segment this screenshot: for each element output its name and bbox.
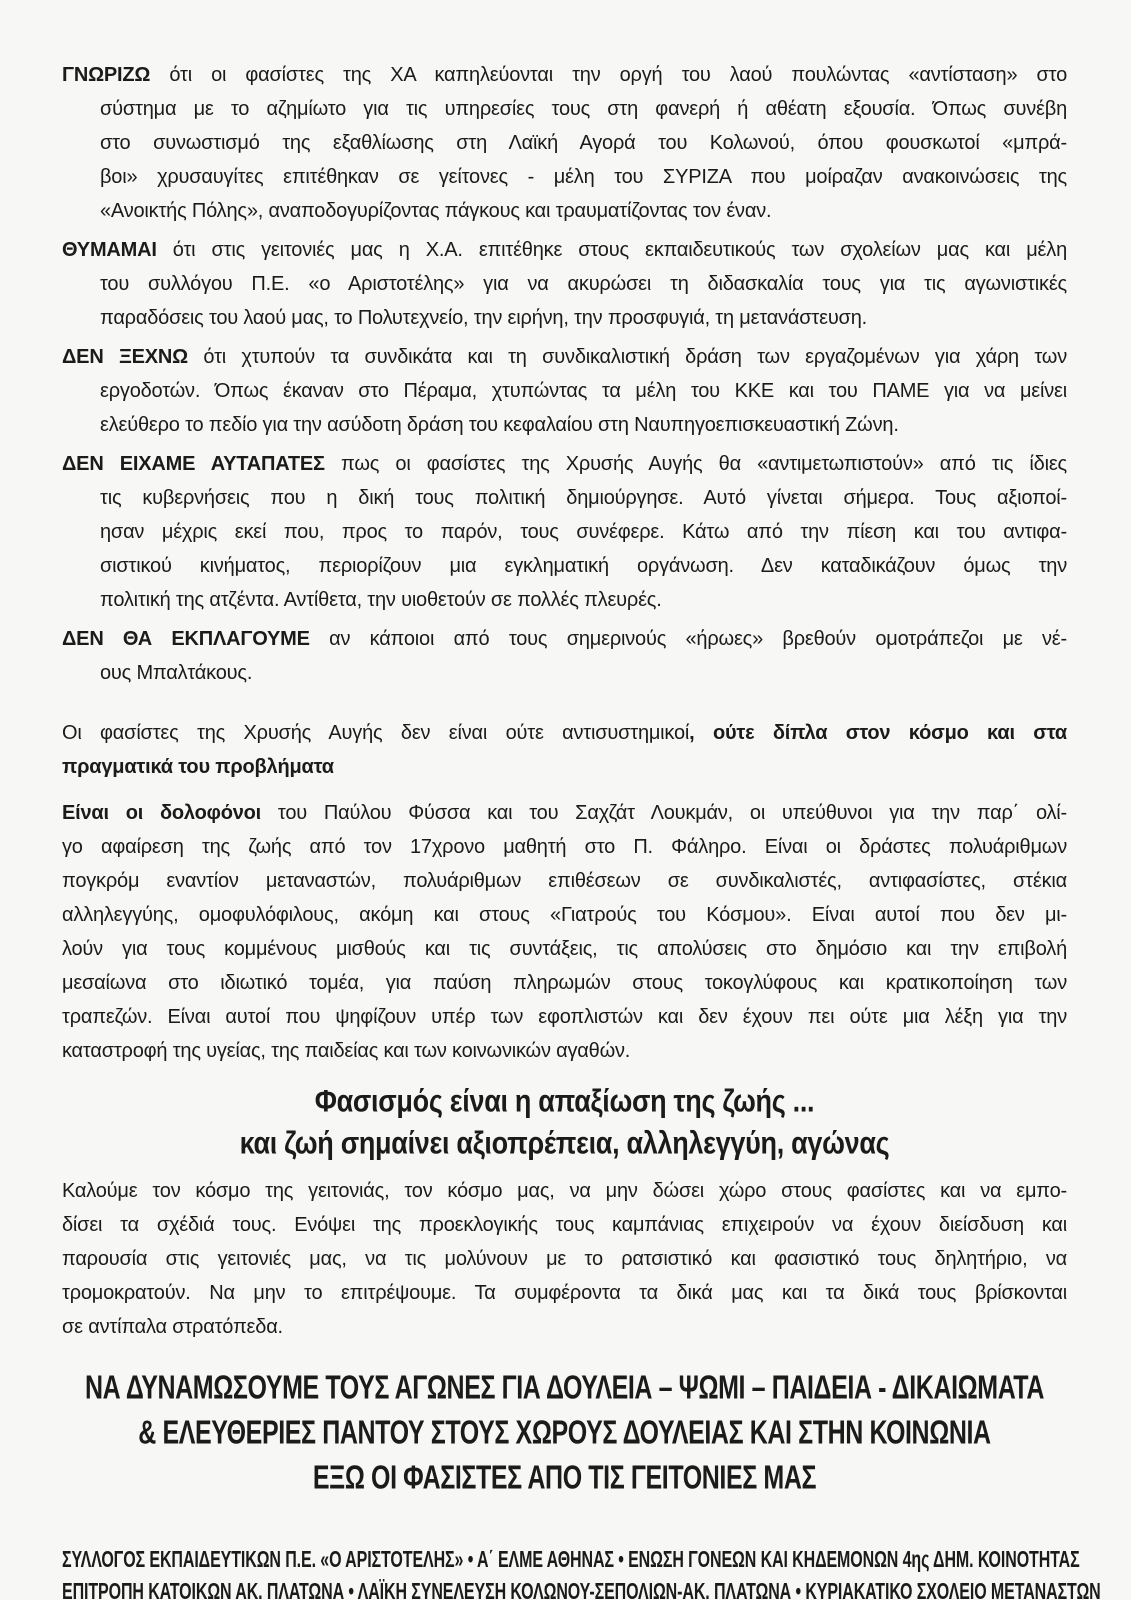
text-line xyxy=(62,1118,1067,1168)
para-den-xechno xyxy=(62,340,1067,442)
text-line xyxy=(62,1174,1067,1208)
text-segment: του Παύλου Φύσσα και του Σαχζάτ Λουκμάν, οι υπεύθυνοι για την παρ΄ ολί- xyxy=(261,802,1067,824)
text-line xyxy=(62,1034,1067,1068)
text-line xyxy=(62,126,1067,160)
text-segment: ελεύθερο το πεδίο για την ασύδοτη δράση του κεφαλαίου στη Ναυπηγοεπισκευαστική Ζώνη. xyxy=(100,414,899,436)
text-segment: σύστημα με το αζημίωτο για τις υπηρεσίες τους στη φανερή ή αθέατη εξουσία. Όπως συνέβη xyxy=(100,98,1067,120)
text-line xyxy=(62,1000,1067,1034)
text-line xyxy=(62,622,1067,656)
bold-text-segment: ΔΕΝ ΞΕΧΝΩ xyxy=(62,346,189,368)
text-line xyxy=(62,1242,1067,1276)
bold-text-segment: Είναι οι δολοφόνοι xyxy=(62,802,262,824)
text-segment: σιστικού κινήματος, περιορίζουν μια εγκληματική οργάνωση. Δεν καταδικάζουν όμως την xyxy=(100,555,1067,577)
text-line xyxy=(62,549,1067,583)
para-thymamai xyxy=(62,233,1067,335)
para-oute-antisystimikoi xyxy=(62,716,1067,784)
text-segment: ους Μπαλτάκους. xyxy=(100,662,253,684)
text-line xyxy=(62,515,1067,549)
text-segment: παραδόσεις του λαού μας, το Πολυτεχνείο, την ειρήνη, την προσφυγιά, τη μετανάστευση. xyxy=(100,307,867,329)
para-den-tha-ekplagoume xyxy=(62,622,1067,690)
text-line xyxy=(62,267,1067,301)
bold-text-segment: ΓΝΩΡΙΖΩ xyxy=(62,64,151,86)
text-line xyxy=(62,898,1067,932)
text-line xyxy=(62,58,1067,92)
text-line xyxy=(62,481,1067,515)
text-segment: γο αφαίρεση της ζωής από τον 17χρονο μαθητή στο Π. Φάληρο. Είναι οι δράστες πολυάριθμων xyxy=(62,836,1067,858)
text-line xyxy=(62,750,1067,784)
text-segment: ότι οι φασίστες της ΧΑ καπηλεύονται την οργή του λαού πουλώντας «αντίσταση» στο xyxy=(150,64,1067,86)
text-segment: αν κάποιοι από τους σημερινούς «ήρωες» βρεθούν ομοτράπεζοι με νέ- xyxy=(309,628,1067,650)
text-line xyxy=(62,656,1067,690)
bold-text-segment: ΕΞΩ ΟΙ ΦΑΣΙΣΤΕΣ ΑΠΟ ΤΙΣ ΓΕΙΤΟΝΙΕΣ ΜΑΣ xyxy=(312,1458,817,1497)
text-segment: «Ανοικτής Πόλης», αναποδογυρίζοντας πάγκους και τραυματίζοντας τον έναν. xyxy=(100,200,772,222)
text-segment: πογκρόμ εναντίον μεταναστών, πολυάριθμων επιθέσεων σε συνδικαλιστές, αντιφασίστες, στέκια xyxy=(62,870,1067,892)
text-segment: ότι στις γειτονιές μας η Χ.Α. επιτέθηκε στους εκπαιδευτικούς των σχολείων μας και μέλη xyxy=(156,239,1067,261)
bold-text-segment: πραγματικά του προβλήματα xyxy=(62,756,334,778)
text-segment: ότι χτυπούν τα συνδικάτα και τη συνδικαλιστική δράση των εργαζομένων για χάρη των xyxy=(188,346,1067,368)
text-segment: παρουσία στις γειτονιές μας, να τις μολύνουν με το ρατσιστικό και φασιστικό τους δηλητήριο, να xyxy=(62,1248,1067,1270)
text-line xyxy=(62,1570,1101,1600)
document-content xyxy=(62,58,1101,1600)
text-segment: τις κυβερνήσεις που η δική τους πολιτική δημιούργησε. Αυτό γίνεται σήμερα. Τους αξιοποί- xyxy=(100,487,1067,509)
text-segment: μεσαίωνα στο ιδιωτικό τομέα, για παύση πληρωμών στους τοκογλύφους και κρατικοποίηση των xyxy=(62,972,1067,994)
bold-text-segment: και ζωή σημαίνει αξιοπρέπεια, αλληλεγγύη, αγώνας xyxy=(239,1125,890,1161)
text-segment: πολιτική της ατζέντα. Αντίθετα, την υιοθετούν σε πολλές πλευρές. xyxy=(100,589,662,611)
bold-text-segment: ΔΕΝ ΘΑ ΕΚΠΛΑΓΟΥΜΕ xyxy=(62,628,310,650)
text-segment: καταστροφή της υγείας, της παιδείας και των κοινωνικών αγαθών. xyxy=(62,1040,631,1062)
text-line xyxy=(62,194,1067,228)
text-segment: λούν για τους κομμένους μισθούς και τις συντάξεις, τις απολύσεις στο δημόσιο και την επιβολή xyxy=(62,938,1067,960)
text-segment: ησαν μέχρις εκεί που, προς το παρόν, τους συνέφερε. Κάτω από την πίεση και του αντιφα- xyxy=(100,521,1067,543)
text-segment: αλληλεγγύης, ομοφυλόφιλους, ακόμη και στους «Γιατρούς του Κόσμου». Είναι αυτοί που δεν μι- xyxy=(62,904,1067,926)
text-line xyxy=(62,583,1067,617)
slogan-block xyxy=(62,1366,1067,1501)
text-line xyxy=(62,864,1067,898)
bold-text-segment: ΔΕΝ ΕΙΧΑΜΕ ΑΥΤΑΠΑΤΕΣ xyxy=(62,453,325,475)
text-line xyxy=(62,1448,1067,1509)
text-segment: Οι φασίστες της Χρυσής Αυγής δεν είναι ούτε αντισυστημικοί xyxy=(62,722,690,744)
heading-fasismos xyxy=(62,1080,1067,1164)
text-line xyxy=(62,1310,1067,1344)
text-line xyxy=(62,160,1067,194)
bold-text-segment: ΕΠΙΤΡΟΠΗ ΚΑΤΟΙΚΩΝ ΑΚ. ΠΛΑΤΩΝΑ • ΛΑΪΚΗ ΣΥΝΕΛΕΥΣΗ ΚΟΛΩΝΟΥ-ΣΕΠΟΛΙΩΝ-ΑΚ. ΠΛΑΤΩΝΑ • ΚΥΡΙΑΚΑΤΙΚΟ ΣΧΟΛΕΙΟ ΜΕΤΑΝΑΣΤΩΝ xyxy=(62,1579,1101,1600)
text-line xyxy=(62,447,1067,481)
text-line xyxy=(62,340,1067,374)
text-line xyxy=(62,1208,1067,1242)
text-segment: τρομοκρατούν. Να μην το επιτρέψουμε. Τα συμφέροντα τα δικά μας και τα δικά τους βρίσκονται xyxy=(62,1282,1067,1304)
footer-organizations xyxy=(62,1545,1101,1600)
text-segment: δίσει τα σχέδιά τους. Ενόψει της προεκλογικής τους καμπάνιας επιχειρούν να έχουν διείσδυση και xyxy=(62,1214,1067,1236)
text-line xyxy=(62,966,1067,1000)
text-line xyxy=(62,796,1067,830)
text-line xyxy=(62,830,1067,864)
text-segment: εργοδοτών. Όπως έκαναν στο Πέραμα, χτυπώντας τα μέλη του ΚΚΕ και του ΠΑΜΕ για να μείνει xyxy=(100,380,1067,402)
para-den-eixame-autapates xyxy=(62,447,1067,617)
text-line xyxy=(62,408,1067,442)
text-segment: πως οι φασίστες της Χρυσής Αυγής θα «αντιμετωπιστούν» από τις ίδιες xyxy=(324,453,1067,475)
text-line xyxy=(62,716,1067,750)
bold-text-segment: ΝΑ ΔΥΝΑΜΩΣΟΥΜΕ ΤΟΥΣ ΑΓΩΝΕΣ ΓΙΑ ΔΟΥΛΕΙΑ – ΨΩΜΙ – ΠΑΙΔΕΙΑ - ΔΙΚΑΙΩΜΑΤΑ xyxy=(85,1368,1044,1407)
text-line xyxy=(62,932,1067,966)
para-einai-oi-dolofonoi xyxy=(62,796,1067,1068)
text-segment: Καλούμε τον κόσμο της γειτονιάς, τον κόσμο μας, να μην δώσει χώρο στους φασίστες και να εμπο- xyxy=(62,1180,1067,1202)
para-gnorizo xyxy=(62,58,1067,228)
para-kaloume xyxy=(62,1174,1067,1344)
bold-text-segment: ΘΥΜΑΜΑΙ xyxy=(62,239,157,261)
bold-text-segment: & ΕΛΕΥΘΕΡΙΕΣ ΠΑΝΤΟΥ ΣΤΟΥΣ ΧΩΡΟΥΣ ΔΟΥΛΕΙΑΣ ΚΑΙ ΣΤΗΝ ΚΟΙΝΩΝΙΑ xyxy=(138,1413,991,1452)
text-line xyxy=(62,301,1067,335)
text-line xyxy=(62,1276,1067,1310)
text-segment: σε αντίπαλα στρατόπεδα. xyxy=(62,1316,283,1338)
text-line xyxy=(62,92,1067,126)
text-segment: του συλλόγου Π.Ε. «ο Αριστοτέλης» για να ακυρώσει τη διδασκαλία τους για τις αγωνιστικές xyxy=(100,273,1067,295)
text-segment: στο συνωστισμό της εξαθλίωσης στη Λαϊκή Αγορά του Κολωνού, όπου φουσκωτοί «μπρά- xyxy=(100,132,1067,154)
text-line xyxy=(62,374,1067,408)
text-segment: βοι» χρυσαυγίτες επιτέθηκαν σε γείτονες - μέλη του ΣΥΡΙΖΑ που μοίραζαν ανακοινώσεις της xyxy=(100,166,1067,188)
text-segment: τραπεζών. Είναι αυτοί που ψηφίζουν υπέρ των εφοπλιστών και δεν έχουν πει ούτε μια λέξη για την xyxy=(62,1006,1067,1028)
text-line xyxy=(62,233,1067,267)
bold-text-segment: ΣΥΛΛΟΓΟΣ ΕΚΠΑΙΔΕΥΤΙΚΩΝ Π.Ε. «Ο ΑΡΙΣΤΟΤΕΛΗΣ» • Α΄ ΕΛΜΕ ΑΘΗΝΑΣ • ΕΝΩΣΗ ΓΟΝΕΩΝ ΚΑΙ ΚΗΔΕΜΟΝΩΝ 4ης ΔΗΜ. ΚΟΙΝΟΤΗΤΑΣ xyxy=(62,1547,1080,1573)
bold-text-segment: Φασισμός είναι η απαξίωση της ζωής ... xyxy=(314,1083,815,1119)
bold-text-segment: , ούτε δίπλα στον κόσμο και στα xyxy=(689,722,1067,744)
